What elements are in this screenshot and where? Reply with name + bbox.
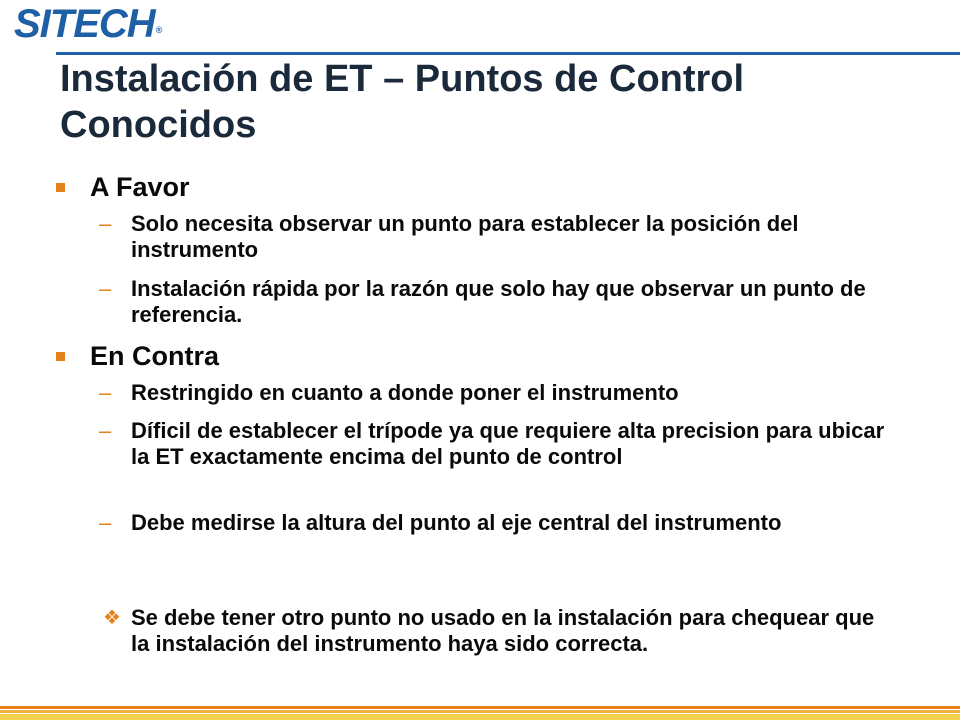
- section-heading-favor: [90, 172, 190, 202]
- logo-text: SITECH: [14, 2, 155, 46]
- dash-bullet-icon: –: [99, 510, 112, 535]
- list-item-text: Debe medirse la altura del punto al eje central del instrumento: [131, 510, 782, 535]
- section-heading-text: A Favor: [90, 172, 190, 202]
- note-text: Se debe tener otro punto no usado en la instalación para chequear que la instalación del instrumento haya sido correcta.: [131, 605, 875, 656]
- list-item: [99, 510, 891, 536]
- diamond-bullet-icon: ❖: [103, 607, 121, 629]
- list-item-text: Díficil de establecer el trípode ya que requiere alta precision para ubicar la ET exactamente encima del punto de control: [131, 418, 885, 469]
- list-item: [99, 276, 891, 328]
- section-heading-text: En Contra: [90, 341, 220, 371]
- note-item: [103, 605, 891, 657]
- square-bullet-icon: [56, 352, 65, 361]
- footer-stripe: [0, 714, 960, 720]
- dash-bullet-icon: –: [99, 211, 112, 236]
- list-item-text: Restringido en cuanto a donde poner el instrumento: [131, 380, 679, 405]
- slide-title: Instalación de ET – Puntos de Control Conocidos: [60, 58, 745, 146]
- list-item: [99, 211, 891, 263]
- list-item: [99, 380, 891, 406]
- section-heading-contra: [90, 341, 219, 371]
- footer-stripes: [0, 706, 960, 720]
- footer-stripe: [0, 710, 960, 713]
- dash-bullet-icon: –: [99, 380, 112, 405]
- list-item: [99, 418, 891, 470]
- square-bullet-icon: [56, 183, 65, 192]
- registered-mark: ®: [155, 25, 162, 35]
- footer-stripe: [0, 706, 960, 709]
- dash-bullet-icon: –: [99, 418, 112, 443]
- dash-bullet-icon: –: [99, 276, 112, 301]
- list-item-text: Instalación rápida por la razón que solo hay que observar un punto de referencia.: [131, 276, 866, 327]
- list-item-text: Solo necesita observar un punto para establecer la posición del instrumento: [131, 211, 799, 262]
